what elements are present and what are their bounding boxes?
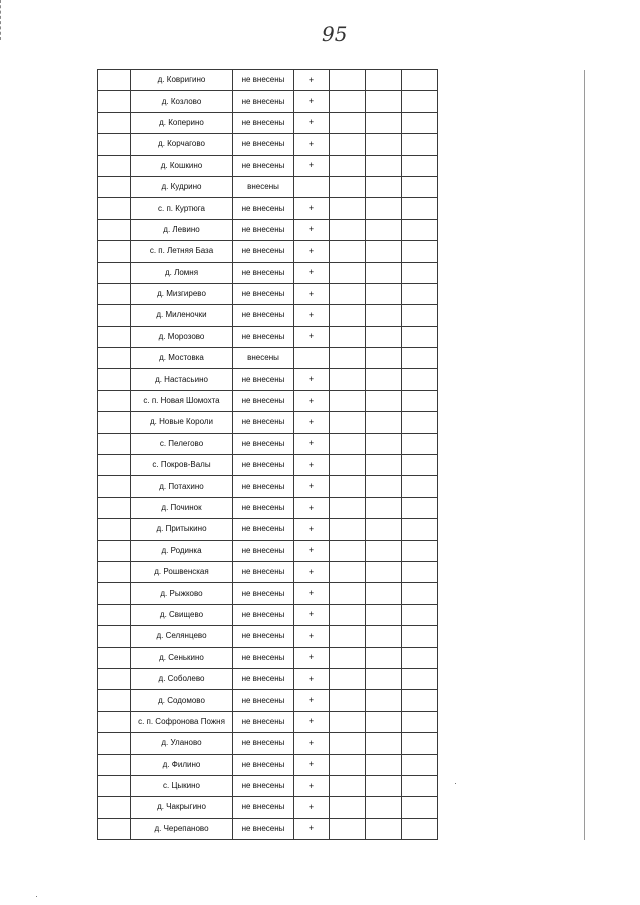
table-row [98,70,438,91]
table-row [98,519,438,540]
table-row [98,604,438,625]
empty-cell [366,176,402,197]
mark-cell: + [294,519,330,540]
empty-cell [402,690,438,711]
empty-cell [366,390,402,411]
mark-cell: + [294,668,330,689]
empty-cell [330,283,366,304]
mark-cell: + [294,369,330,390]
mark-cell [294,348,330,369]
status-cell: не внесены [233,519,294,540]
table-row [98,219,438,240]
settlements-table [97,69,438,840]
row-blank-cell [98,711,131,732]
status-cell: не внесены [233,412,294,433]
empty-cell [366,476,402,497]
status-cell: не внесены [233,583,294,604]
mark-cell: + [294,604,330,625]
table-row [98,155,438,176]
row-blank-cell [98,369,131,390]
table-row [98,626,438,647]
table-row [98,348,438,369]
empty-cell [330,112,366,133]
mark-cell: + [294,134,330,155]
empty-cell [402,733,438,754]
empty-cell [366,647,402,668]
mark-cell: + [294,219,330,240]
table-row [98,797,438,818]
row-blank-cell [98,647,131,668]
row-blank-cell [98,219,131,240]
status-cell: не внесены [233,305,294,326]
status-cell: не внесены [233,540,294,561]
empty-cell [330,668,366,689]
status-cell: не внесены [233,433,294,454]
empty-cell [366,219,402,240]
empty-cell [402,219,438,240]
empty-cell [366,412,402,433]
row-blank-cell [98,818,131,839]
table-row [98,369,438,390]
empty-cell [366,134,402,155]
mark-cell: + [294,283,330,304]
table-row [98,455,438,476]
table-row [98,262,438,283]
row-blank-cell [98,134,131,155]
settlement-name: с. п. Летняя База [131,241,233,262]
empty-cell [330,70,366,91]
mark-cell: + [294,433,330,454]
settlement-name: с. Покров-Валы [131,455,233,476]
empty-cell [366,626,402,647]
empty-cell [366,241,402,262]
table-row [98,198,438,219]
row-blank-cell [98,241,131,262]
mark-cell: + [294,476,330,497]
status-cell: внесены [233,348,294,369]
empty-cell [330,326,366,347]
empty-cell [402,369,438,390]
status-cell: не внесены [233,369,294,390]
mark-cell: + [294,155,330,176]
row-blank-cell [98,668,131,689]
status-cell: не внесены [233,711,294,732]
empty-cell [330,540,366,561]
empty-cell [402,754,438,775]
empty-cell [402,775,438,796]
status-cell: не внесены [233,241,294,262]
empty-cell [330,305,366,326]
table-row [98,690,438,711]
empty-cell [366,455,402,476]
empty-cell [402,348,438,369]
empty-cell [402,198,438,219]
row-blank-cell [98,754,131,775]
row-blank-cell [98,283,131,304]
empty-cell [402,155,438,176]
mark-cell: + [294,91,330,112]
empty-cell [366,112,402,133]
empty-cell [330,433,366,454]
status-cell: не внесены [233,668,294,689]
settlement-name: д. Притыкино [131,519,233,540]
mark-cell: + [294,70,330,91]
empty-cell [366,326,402,347]
table-body [98,70,438,840]
empty-cell [366,690,402,711]
settlement-name: д. Миленочки [131,305,233,326]
mark-cell: + [294,390,330,411]
mark-cell [294,176,330,197]
empty-cell [330,348,366,369]
row-blank-cell [98,797,131,818]
scan-speck [36,896,37,897]
empty-cell [402,711,438,732]
mark-cell: + [294,305,330,326]
mark-cell: + [294,412,330,433]
settlement-name: д. Новые Короли [131,412,233,433]
row-blank-cell [98,155,131,176]
settlement-name: с. п. Новая Шомохта [131,390,233,411]
settlement-name: д. Левино [131,219,233,240]
status-cell: не внесены [233,690,294,711]
settlement-name: д. Селянцево [131,626,233,647]
empty-cell [402,583,438,604]
empty-cell [366,668,402,689]
empty-cell [366,369,402,390]
row-blank-cell [98,561,131,582]
table-row [98,91,438,112]
status-cell: не внесены [233,70,294,91]
mark-cell: + [294,262,330,283]
settlement-name: д. Родинка [131,540,233,561]
settlement-name: д. Ломня [131,262,233,283]
table-row [98,561,438,582]
settlement-name: д. Козлово [131,91,233,112]
empty-cell [366,155,402,176]
settlement-name: д. Мизгирево [131,283,233,304]
settlement-name: д. Уланово [131,733,233,754]
empty-cell [330,690,366,711]
table-row [98,647,438,668]
empty-cell [366,91,402,112]
row-blank-cell [98,91,131,112]
row-blank-cell [98,733,131,754]
mark-cell: + [294,198,330,219]
empty-cell [366,604,402,625]
empty-cell [366,348,402,369]
empty-cell [330,519,366,540]
mark-cell: + [294,754,330,775]
scan-edge-marks [0,0,4,40]
empty-cell [330,626,366,647]
settlement-name: д. Кошкино [131,155,233,176]
empty-cell [402,262,438,283]
row-blank-cell [98,198,131,219]
row-blank-cell [98,176,131,197]
row-blank-cell [98,497,131,518]
empty-cell [402,91,438,112]
table-row [98,390,438,411]
table-row [98,540,438,561]
empty-cell [366,711,402,732]
table-row [98,711,438,732]
table-row [98,775,438,796]
empty-cell [402,497,438,518]
empty-cell [402,412,438,433]
empty-cell [402,818,438,839]
empty-cell [366,262,402,283]
empty-cell [330,390,366,411]
row-blank-cell [98,519,131,540]
status-cell: не внесены [233,91,294,112]
empty-cell [330,775,366,796]
empty-cell [402,604,438,625]
settlement-name: д. Морозово [131,326,233,347]
settlement-name: д. Корчагово [131,134,233,155]
empty-cell [402,626,438,647]
status-cell: не внесены [233,775,294,796]
table-row [98,134,438,155]
empty-cell [330,711,366,732]
status-cell: не внесены [233,283,294,304]
empty-cell [330,176,366,197]
empty-cell [330,797,366,818]
empty-cell [366,754,402,775]
row-blank-cell [98,112,131,133]
mark-cell: + [294,626,330,647]
mark-cell: + [294,326,330,347]
settlement-name: д. Черепаново [131,818,233,839]
empty-cell [402,519,438,540]
empty-cell [366,198,402,219]
settlement-name: д. Филино [131,754,233,775]
empty-cell [330,241,366,262]
page-number: 95 [322,22,348,46]
row-blank-cell [98,305,131,326]
mark-cell: + [294,797,330,818]
empty-cell [366,519,402,540]
empty-cell [330,561,366,582]
status-cell: не внесены [233,155,294,176]
mark-cell: + [294,241,330,262]
empty-cell [330,583,366,604]
empty-cell [366,497,402,518]
empty-cell [366,305,402,326]
status-cell: не внесены [233,818,294,839]
empty-cell [402,112,438,133]
status-cell: не внесены [233,112,294,133]
empty-cell [366,283,402,304]
mark-cell: + [294,690,330,711]
row-blank-cell [98,604,131,625]
empty-cell [402,433,438,454]
row-blank-cell [98,775,131,796]
empty-cell [330,134,366,155]
margin-line [584,70,585,840]
table-row [98,668,438,689]
scan-speck [455,783,456,784]
table-row [98,497,438,518]
table-row [98,476,438,497]
table-row [98,583,438,604]
empty-cell [330,497,366,518]
row-blank-cell [98,540,131,561]
table-row [98,112,438,133]
mark-cell: + [294,540,330,561]
empty-cell [402,241,438,262]
empty-cell [402,326,438,347]
table-row [98,326,438,347]
row-blank-cell [98,412,131,433]
mark-cell: + [294,711,330,732]
empty-cell [330,155,366,176]
settlement-name: д. Рошвенская [131,561,233,582]
empty-cell [330,91,366,112]
row-blank-cell [98,476,131,497]
table-row [98,283,438,304]
status-cell: не внесены [233,476,294,497]
table-row [98,241,438,262]
row-blank-cell [98,690,131,711]
empty-cell [330,412,366,433]
status-cell: не внесены [233,733,294,754]
empty-cell [366,540,402,561]
empty-cell [330,369,366,390]
empty-cell [402,305,438,326]
empty-cell [402,647,438,668]
settlement-name: д. Коперино [131,112,233,133]
settlement-name: с. Цыкино [131,775,233,796]
empty-cell [402,476,438,497]
empty-cell [330,455,366,476]
mark-cell: + [294,647,330,668]
status-cell: не внесены [233,198,294,219]
empty-cell [330,733,366,754]
empty-cell [366,775,402,796]
settlement-name: д. Содомово [131,690,233,711]
table-row [98,176,438,197]
empty-cell [402,561,438,582]
empty-cell [330,198,366,219]
table-row [98,733,438,754]
empty-cell [402,540,438,561]
settlement-name: д. Сенькино [131,647,233,668]
settlement-name: д. Потахино [131,476,233,497]
row-blank-cell [98,626,131,647]
empty-cell [330,604,366,625]
empty-cell [402,176,438,197]
empty-cell [330,476,366,497]
status-cell: не внесены [233,455,294,476]
empty-cell [366,818,402,839]
status-cell: не внесены [233,561,294,582]
row-blank-cell [98,433,131,454]
empty-cell [366,733,402,754]
empty-cell [366,561,402,582]
settlement-name: д. Чакрыгино [131,797,233,818]
row-blank-cell [98,390,131,411]
mark-cell: + [294,455,330,476]
settlement-name: д. Соболево [131,668,233,689]
status-cell: не внесены [233,497,294,518]
status-cell: не внесены [233,797,294,818]
table-row [98,412,438,433]
mark-cell: + [294,561,330,582]
status-cell: не внесены [233,390,294,411]
row-blank-cell [98,348,131,369]
row-blank-cell [98,70,131,91]
status-cell: не внесены [233,754,294,775]
settlement-name: д. Мостовка [131,348,233,369]
settlement-name: д. Рыжково [131,583,233,604]
mark-cell: + [294,497,330,518]
settlement-name: с. п. Софронова Пожня [131,711,233,732]
empty-cell [402,455,438,476]
empty-cell [330,818,366,839]
settlement-name: д. Настасьино [131,369,233,390]
empty-cell [330,219,366,240]
mark-cell: + [294,112,330,133]
empty-cell [402,134,438,155]
settlement-name: д. Кудрино [131,176,233,197]
status-cell: не внесены [233,134,294,155]
settlement-name: д. Свищево [131,604,233,625]
row-blank-cell [98,326,131,347]
empty-cell [366,797,402,818]
settlement-name: с. Пелегово [131,433,233,454]
status-cell: внесены [233,176,294,197]
empty-cell [402,390,438,411]
status-cell: не внесены [233,626,294,647]
empty-cell [330,262,366,283]
empty-cell [330,647,366,668]
table-row [98,818,438,839]
settlement-name: д. Ковригино [131,70,233,91]
row-blank-cell [98,262,131,283]
empty-cell [402,668,438,689]
mark-cell: + [294,583,330,604]
mark-cell: + [294,818,330,839]
mark-cell: + [294,733,330,754]
status-cell: не внесены [233,262,294,283]
status-cell: не внесены [233,219,294,240]
settlement-name: д. Починок [131,497,233,518]
status-cell: не внесены [233,326,294,347]
empty-cell [402,797,438,818]
empty-cell [402,283,438,304]
table-row [98,305,438,326]
empty-cell [330,754,366,775]
table-row [98,754,438,775]
empty-cell [366,583,402,604]
row-blank-cell [98,455,131,476]
row-blank-cell [98,583,131,604]
status-cell: не внесены [233,604,294,625]
settlement-name: с. п. Куртюга [131,198,233,219]
mark-cell: + [294,775,330,796]
empty-cell [366,70,402,91]
status-cell: не внесены [233,647,294,668]
table-row [98,433,438,454]
empty-cell [402,70,438,91]
empty-cell [366,433,402,454]
